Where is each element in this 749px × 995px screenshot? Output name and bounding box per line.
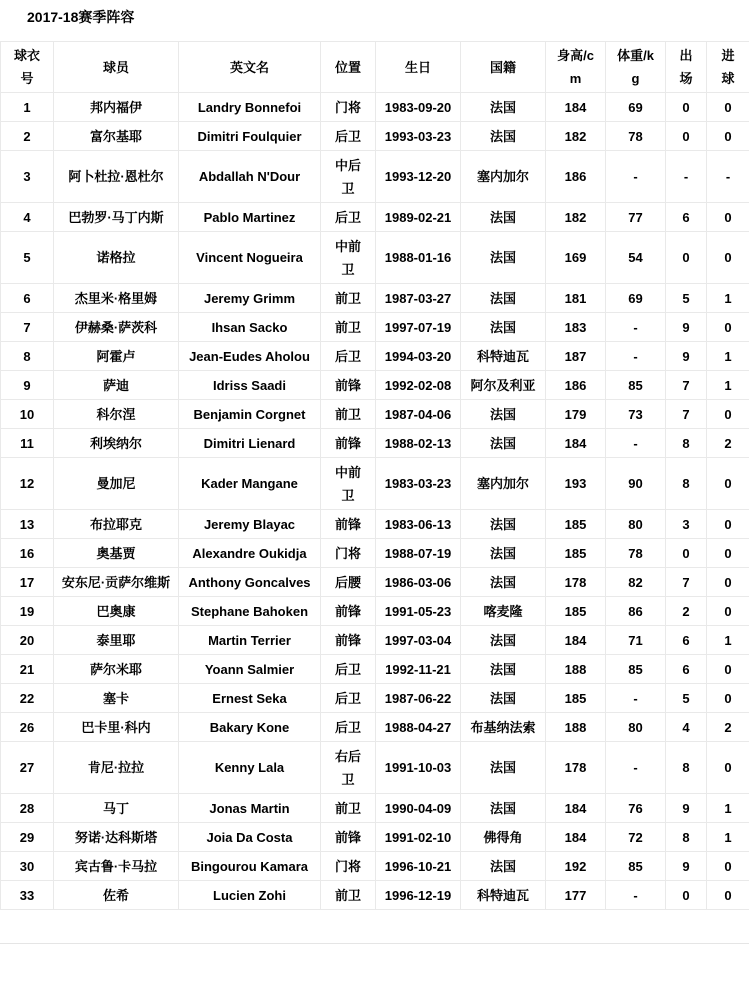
table-cell: 77 [606,203,666,232]
table-cell: 0 [707,852,749,881]
table-cell: 1986-03-06 [376,568,461,597]
table-cell: 1990-04-09 [376,794,461,823]
table-cell: 17 [1,568,54,597]
table-cell: Benjamin Corgnet [179,400,321,429]
table-cell: 法国 [461,510,546,539]
table-cell: 71 [606,626,666,655]
table-row [1,852,749,881]
table-cell: 前卫 [321,881,376,910]
table-cell: 巴勃罗·马丁内斯 [54,203,179,232]
table-cell: 1997-07-19 [376,313,461,342]
table-cell: 安东尼·贡萨尔维斯 [54,568,179,597]
table-cell: 0 [707,568,749,597]
table-cell: 杰里米·格里姆 [54,284,179,313]
table-cell: 前锋 [321,823,376,852]
table-cell: 20 [1,626,54,655]
table-cell: 前锋 [321,597,376,626]
table-cell: 185 [546,684,606,713]
table-header-row [1,42,749,93]
table-cell: 186 [546,151,606,203]
table-row [1,881,749,910]
table-cell: 1992-11-21 [376,655,461,684]
table-cell: 177 [546,881,606,910]
table-cell: 1 [707,794,749,823]
table-cell: 184 [546,429,606,458]
table-cell: 188 [546,655,606,684]
table-row [1,284,749,313]
table-cell: 80 [606,510,666,539]
table-cell: 185 [546,539,606,568]
table-cell: 80 [606,713,666,742]
table-row [1,568,749,597]
table-cell: 30 [1,852,54,881]
table-cell: 巴奥康 [54,597,179,626]
section-divider [0,943,749,944]
table-cell: 76 [606,794,666,823]
table-cell: 1989-02-21 [376,203,461,232]
table-cell: 7 [666,371,707,400]
table-row [1,823,749,852]
table-cell: Dimitri Lienard [179,429,321,458]
table-cell: 86 [606,597,666,626]
table-cell: 阿尔及利亚 [461,371,546,400]
table-cell: Jonas Martin [179,794,321,823]
table-cell: 7 [666,568,707,597]
table-cell: 法国 [461,232,546,284]
table-cell: 82 [606,568,666,597]
table-cell: 0 [707,122,749,151]
table-cell: 8 [666,458,707,510]
table-cell: 0 [707,510,749,539]
table-cell: 前卫 [321,313,376,342]
table-cell: 门将 [321,93,376,122]
table-cell: 前锋 [321,371,376,400]
table-cell: 9 [1,371,54,400]
table-cell: 法国 [461,684,546,713]
table-cell: 曼加尼 [54,458,179,510]
table-cell: 9 [666,342,707,371]
table-cell: 前锋 [321,510,376,539]
table-cell: 182 [546,122,606,151]
table-cell: 前卫 [321,284,376,313]
table-cell: 塞内加尔 [461,151,546,203]
column-header-6: 身高/cm [546,42,606,93]
table-cell: 1 [1,93,54,122]
table-cell: 1996-10-21 [376,852,461,881]
table-cell: 187 [546,342,606,371]
table-cell: - [606,342,666,371]
table-cell: 11 [1,429,54,458]
table-cell: 0 [707,458,749,510]
table-cell: 21 [1,655,54,684]
table-row [1,597,749,626]
table-row [1,655,749,684]
table-cell: 5 [1,232,54,284]
table-row [1,122,749,151]
column-header-9: 进球 [707,42,749,93]
table-cell: 法国 [461,568,546,597]
table-cell: 185 [546,597,606,626]
table-row [1,203,749,232]
table-cell: 0 [707,881,749,910]
table-row [1,232,749,284]
table-cell: 10 [1,400,54,429]
table-cell: 0 [666,881,707,910]
column-header-7: 体重/kg [606,42,666,93]
table-cell: Pablo Martinez [179,203,321,232]
table-cell: 前锋 [321,626,376,655]
table-cell: 0 [666,539,707,568]
table-cell: 1987-04-06 [376,400,461,429]
table-cell: 1994-03-20 [376,342,461,371]
table-cell: - [666,151,707,203]
table-cell: 法国 [461,203,546,232]
table-row [1,626,749,655]
table-cell: 1988-01-16 [376,232,461,284]
table-cell: 1993-03-23 [376,122,461,151]
table-row [1,313,749,342]
table-cell: Yoann Salmier [179,655,321,684]
table-cell: 73 [606,400,666,429]
table-cell: 0 [707,684,749,713]
table-cell: 2 [1,122,54,151]
table-cell: 前卫 [321,794,376,823]
table-cell: 泰里耶 [54,626,179,655]
table-cell: 12 [1,458,54,510]
table-cell: 2 [666,597,707,626]
table-cell: 90 [606,458,666,510]
table-cell: Stephane Bahoken [179,597,321,626]
table-cell: 1988-07-19 [376,539,461,568]
table-cell: 6 [666,626,707,655]
table-cell: 阿霍卢 [54,342,179,371]
table-cell: Idriss Saadi [179,371,321,400]
table-cell: 28 [1,794,54,823]
table-cell: 萨迪 [54,371,179,400]
table-cell: 萨尔米耶 [54,655,179,684]
table-cell: 69 [606,284,666,313]
table-cell: 85 [606,852,666,881]
table-cell: 184 [546,626,606,655]
table-cell: 188 [546,713,606,742]
table-cell: Jeremy Grimm [179,284,321,313]
table-cell: 伊赫桑·萨茨科 [54,313,179,342]
table-cell: Alexandre Oukidja [179,539,321,568]
table-cell: 科特迪瓦 [461,342,546,371]
table-cell: 2 [707,713,749,742]
column-header-1: 球员 [54,42,179,93]
table-cell: 5 [666,684,707,713]
table-cell: 193 [546,458,606,510]
table-cell: - [606,742,666,794]
table-cell: 科尔涅 [54,400,179,429]
table-cell: Abdallah N'Dour [179,151,321,203]
table-cell: 布拉耶克 [54,510,179,539]
table-cell: Vincent Nogueira [179,232,321,284]
table-cell: 努诺·达科斯塔 [54,823,179,852]
table-cell: 喀麦隆 [461,597,546,626]
table-cell: 0 [707,313,749,342]
roster-table [0,41,749,910]
table-cell: 后腰 [321,568,376,597]
table-cell: 78 [606,122,666,151]
table-cell: 181 [546,284,606,313]
table-row [1,371,749,400]
table-row [1,794,749,823]
table-cell: 佐希 [54,881,179,910]
table-cell: 邦内福伊 [54,93,179,122]
table-cell: 0 [666,93,707,122]
table-cell: 9 [666,794,707,823]
table-cell: 85 [606,371,666,400]
table-cell: 184 [546,823,606,852]
table-cell: 2 [707,429,749,458]
table-cell: 0 [707,539,749,568]
table-cell: 178 [546,568,606,597]
table-cell: 塞内加尔 [461,458,546,510]
table-cell: 9 [666,852,707,881]
table-cell: 1 [707,342,749,371]
table-cell: Kenny Lala [179,742,321,794]
table-cell: 3 [1,151,54,203]
table-cell: 科特迪瓦 [461,881,546,910]
table-cell: 法国 [461,655,546,684]
table-cell: 1983-09-20 [376,93,461,122]
table-cell: 0 [707,655,749,684]
table-cell: 69 [606,93,666,122]
table-cell: - [606,151,666,203]
table-cell: Ihsan Sacko [179,313,321,342]
table-cell: 法国 [461,539,546,568]
page-title: 2017-18赛季阵容 [27,9,135,25]
table-cell: 0 [666,232,707,284]
table-cell: 8 [1,342,54,371]
table-cell: 169 [546,232,606,284]
table-cell: 26 [1,713,54,742]
table-row [1,429,749,458]
table-cell: 0 [707,232,749,284]
table-cell: 182 [546,203,606,232]
table-cell: Dimitri Foulquier [179,122,321,151]
table-cell: 184 [546,93,606,122]
table-cell: Jeremy Blayac [179,510,321,539]
table-cell: Landry Bonnefoi [179,93,321,122]
table-cell: 1991-10-03 [376,742,461,794]
table-cell: Martin Terrier [179,626,321,655]
table-cell: 0 [707,93,749,122]
table-cell: 1993-12-20 [376,151,461,203]
table-cell: 佛得角 [461,823,546,852]
table-cell: 塞卡 [54,684,179,713]
table-cell: - [606,881,666,910]
table-cell: 178 [546,742,606,794]
column-header-0: 球衣号 [1,42,54,93]
table-cell: 法国 [461,400,546,429]
table-row [1,713,749,742]
table-row [1,400,749,429]
table-cell: 0 [666,122,707,151]
table-cell: 8 [666,823,707,852]
column-header-5: 国籍 [461,42,546,93]
table-cell: - [606,429,666,458]
table-cell: 192 [546,852,606,881]
table-cell: 1 [707,371,749,400]
table-cell: 0 [707,400,749,429]
table-cell: 5 [666,284,707,313]
table-cell: 7 [1,313,54,342]
table-cell: 中前卫 [321,232,376,284]
table-cell: 布基纳法索 [461,713,546,742]
table-cell: 29 [1,823,54,852]
table-cell: 6 [1,284,54,313]
table-cell: 78 [606,539,666,568]
table-cell: Bingourou Kamara [179,852,321,881]
table-cell: 法国 [461,93,546,122]
table-cell: 肯尼·拉拉 [54,742,179,794]
table-cell: 前卫 [321,400,376,429]
table-cell: 4 [1,203,54,232]
table-cell: 85 [606,655,666,684]
table-cell: 1 [707,626,749,655]
table-cell: 富尔基耶 [54,122,179,151]
table-cell: 3 [666,510,707,539]
table-cell: 前锋 [321,429,376,458]
table-cell: Ernest Seka [179,684,321,713]
table-cell: 1988-02-13 [376,429,461,458]
table-cell: 1992-02-08 [376,371,461,400]
table-cell: 后卫 [321,342,376,371]
table-cell: 1991-02-10 [376,823,461,852]
table-row [1,93,749,122]
table-cell: 法国 [461,284,546,313]
table-cell: 阿卜杜拉·恩杜尔 [54,151,179,203]
table-cell: 1983-06-13 [376,510,461,539]
table-cell: 54 [606,232,666,284]
table-row [1,458,749,510]
table-cell: Lucien Zohi [179,881,321,910]
table-cell: 1996-12-19 [376,881,461,910]
table-cell: 法国 [461,852,546,881]
table-cell: 法国 [461,626,546,655]
table-row [1,742,749,794]
table-cell: 后卫 [321,684,376,713]
table-cell: 门将 [321,539,376,568]
table-row [1,342,749,371]
table-cell: 法国 [461,429,546,458]
table-cell: 6 [666,203,707,232]
table-cell: 33 [1,881,54,910]
table-cell: 法国 [461,313,546,342]
table-cell: Anthony Goncalves [179,568,321,597]
table-cell: Jean-Eudes Aholou [179,342,321,371]
table-cell: 门将 [321,852,376,881]
table-cell: - [606,684,666,713]
table-cell: 1983-03-23 [376,458,461,510]
column-header-4: 生日 [376,42,461,93]
table-cell: 7 [666,400,707,429]
table-row [1,539,749,568]
table-cell: 巴卡里·科内 [54,713,179,742]
table-cell: - [606,313,666,342]
table-cell: 13 [1,510,54,539]
table-cell: 0 [707,742,749,794]
table-cell: 184 [546,794,606,823]
table-cell: 法国 [461,742,546,794]
table-cell: Bakary Kone [179,713,321,742]
table-cell: 4 [666,713,707,742]
table-cell: 后卫 [321,203,376,232]
table-cell: 法国 [461,122,546,151]
table-cell: 22 [1,684,54,713]
table-cell: 186 [546,371,606,400]
table-cell: 8 [666,429,707,458]
table-cell: 1991-05-23 [376,597,461,626]
table-cell: 1987-06-22 [376,684,461,713]
table-cell: 利埃纳尔 [54,429,179,458]
table-cell: 183 [546,313,606,342]
table-cell: 法国 [461,794,546,823]
table-cell: Joia Da Costa [179,823,321,852]
table-cell: 72 [606,823,666,852]
table-cell: 中前卫 [321,458,376,510]
column-header-3: 位置 [321,42,376,93]
table-cell: 8 [666,742,707,794]
table-cell: 马丁 [54,794,179,823]
table-cell: Kader Mangane [179,458,321,510]
table-cell: 9 [666,313,707,342]
table-cell: 中后卫 [321,151,376,203]
table-cell: 19 [1,597,54,626]
table-cell: 27 [1,742,54,794]
table-cell: 宾古鲁·卡马拉 [54,852,179,881]
table-cell: 右后卫 [321,742,376,794]
table-cell: 1 [707,823,749,852]
table-cell: 16 [1,539,54,568]
column-header-2: 英文名 [179,42,321,93]
table-cell: 1988-04-27 [376,713,461,742]
table-cell: 179 [546,400,606,429]
table-row [1,151,749,203]
table-cell: 0 [707,203,749,232]
table-cell: - [707,151,749,203]
table-cell: 0 [707,597,749,626]
table-cell: 后卫 [321,713,376,742]
table-cell: 1987-03-27 [376,284,461,313]
table-cell: 1 [707,284,749,313]
table-cell: 1997-03-04 [376,626,461,655]
table-cell: 诺格拉 [54,232,179,284]
table-cell: 后卫 [321,655,376,684]
table-row [1,684,749,713]
table-cell: 后卫 [321,122,376,151]
table-cell: 185 [546,510,606,539]
column-header-8: 出场 [666,42,707,93]
table-cell: 奥基贾 [54,539,179,568]
table-row [1,510,749,539]
table-cell: 6 [666,655,707,684]
